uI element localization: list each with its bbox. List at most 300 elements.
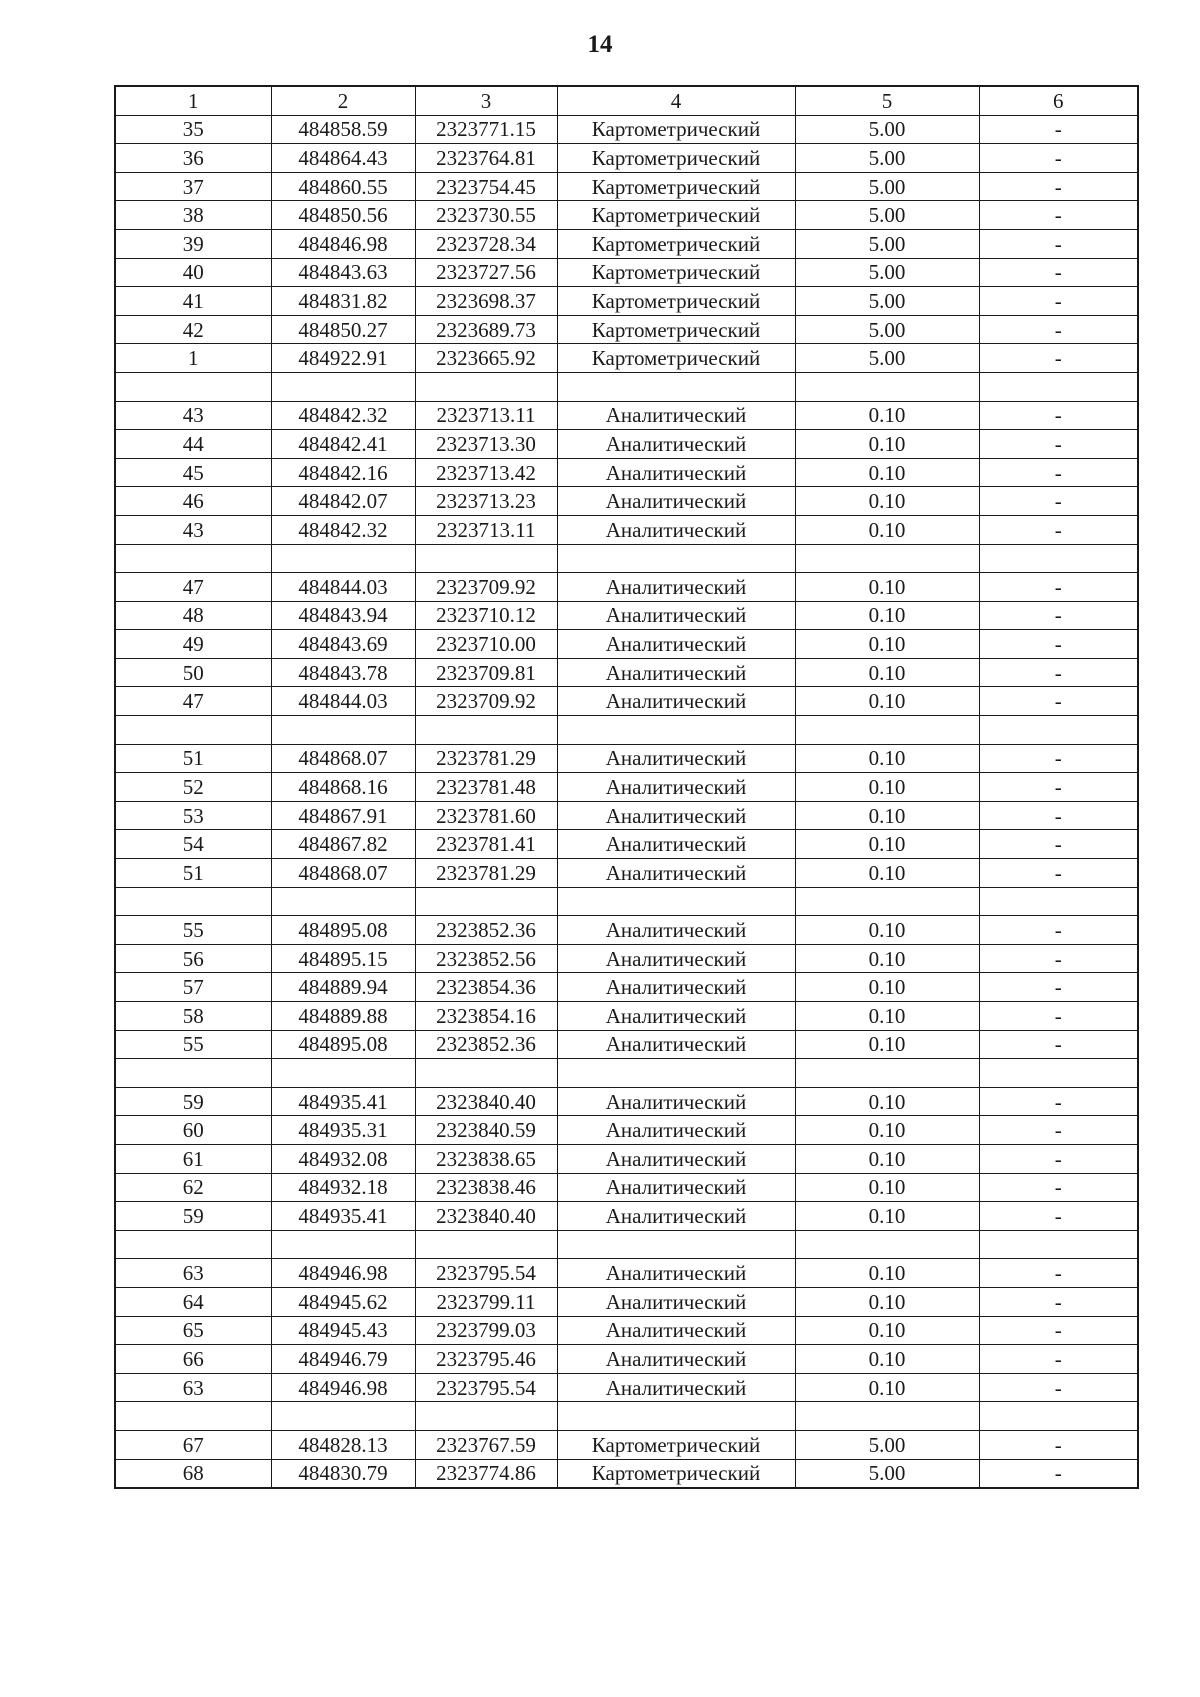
point-number-cell: 47 xyxy=(115,573,271,602)
point-number-cell: 41 xyxy=(115,287,271,316)
x-coordinate-cell: 484844.03 xyxy=(271,573,415,602)
table-row xyxy=(115,1287,1138,1316)
x-coordinate-cell: 484843.69 xyxy=(271,630,415,659)
point-number-cell: 62 xyxy=(115,1173,271,1202)
point-number-cell: 43 xyxy=(115,515,271,544)
method-cell: Аналитический xyxy=(557,1173,795,1202)
x-coordinate-cell: 484844.03 xyxy=(271,687,415,716)
method-cell: Аналитический xyxy=(557,830,795,859)
x-coordinate-cell: 484946.79 xyxy=(271,1345,415,1374)
x-coordinate-cell: 484828.13 xyxy=(271,1430,415,1459)
table-row xyxy=(115,716,1138,745)
description-cell: - xyxy=(979,916,1138,945)
table-row xyxy=(115,573,1138,602)
table-row xyxy=(115,1459,1138,1488)
y-coordinate-cell: 2323754.45 xyxy=(415,172,557,201)
method-cell xyxy=(557,1059,795,1088)
accuracy-cell: 0.10 xyxy=(795,630,979,659)
method-cell xyxy=(557,716,795,745)
accuracy-cell xyxy=(795,716,979,745)
point-number-cell: 49 xyxy=(115,630,271,659)
description-cell: - xyxy=(979,687,1138,716)
y-coordinate-cell xyxy=(415,544,557,573)
description-cell: - xyxy=(979,1002,1138,1031)
description-cell: - xyxy=(979,859,1138,888)
y-coordinate-cell: 2323713.30 xyxy=(415,430,557,459)
description-cell: - xyxy=(979,287,1138,316)
method-cell: Аналитический xyxy=(557,515,795,544)
accuracy-cell: 0.10 xyxy=(795,401,979,430)
table-row xyxy=(115,1345,1138,1374)
description-cell: - xyxy=(979,801,1138,830)
point-number-cell xyxy=(115,1402,271,1431)
description-cell: - xyxy=(979,1087,1138,1116)
x-coordinate-cell: 484945.43 xyxy=(271,1316,415,1345)
table-row xyxy=(115,115,1138,144)
x-coordinate-cell: 484868.07 xyxy=(271,859,415,888)
description-cell: - xyxy=(979,1173,1138,1202)
method-cell: Аналитический xyxy=(557,630,795,659)
y-coordinate-cell xyxy=(415,372,557,401)
method-cell: Картометрический xyxy=(557,144,795,173)
column-header-4: 4 xyxy=(557,86,795,115)
accuracy-cell xyxy=(795,1230,979,1259)
x-coordinate-cell xyxy=(271,1230,415,1259)
method-cell: Аналитический xyxy=(557,1144,795,1173)
method-cell: Картометрический xyxy=(557,172,795,201)
method-cell: Аналитический xyxy=(557,1116,795,1145)
y-coordinate-cell: 2323795.54 xyxy=(415,1373,557,1402)
point-number-cell: 47 xyxy=(115,687,271,716)
method-cell: Аналитический xyxy=(557,773,795,802)
x-coordinate-cell xyxy=(271,544,415,573)
y-coordinate-cell: 2323795.46 xyxy=(415,1345,557,1374)
accuracy-cell: 0.10 xyxy=(795,830,979,859)
table-row xyxy=(115,372,1138,401)
accuracy-cell: 0.10 xyxy=(795,773,979,802)
description-cell: - xyxy=(979,315,1138,344)
x-coordinate-cell: 484935.31 xyxy=(271,1116,415,1145)
x-coordinate-cell: 484850.56 xyxy=(271,201,415,230)
x-coordinate-cell: 484843.63 xyxy=(271,258,415,287)
method-cell xyxy=(557,372,795,401)
x-coordinate-cell: 484830.79 xyxy=(271,1459,415,1488)
table-row xyxy=(115,773,1138,802)
method-cell: Аналитический xyxy=(557,601,795,630)
method-cell: Аналитический xyxy=(557,1202,795,1231)
description-cell: - xyxy=(979,258,1138,287)
x-coordinate-cell: 484864.43 xyxy=(271,144,415,173)
y-coordinate-cell: 2323771.15 xyxy=(415,115,557,144)
point-number-cell: 40 xyxy=(115,258,271,287)
x-coordinate-cell: 484932.08 xyxy=(271,1144,415,1173)
table-row xyxy=(115,1316,1138,1345)
y-coordinate-cell: 2323665.92 xyxy=(415,344,557,373)
description-cell: - xyxy=(979,172,1138,201)
x-coordinate-cell: 484842.07 xyxy=(271,487,415,516)
point-number-cell: 55 xyxy=(115,1030,271,1059)
x-coordinate-cell: 484932.18 xyxy=(271,1173,415,1202)
accuracy-cell: 0.10 xyxy=(795,1116,979,1145)
description-cell: - xyxy=(979,773,1138,802)
y-coordinate-cell xyxy=(415,1059,557,1088)
x-coordinate-cell: 484842.16 xyxy=(271,458,415,487)
accuracy-cell: 0.10 xyxy=(795,1173,979,1202)
y-coordinate-cell: 2323767.59 xyxy=(415,1430,557,1459)
point-number-cell: 59 xyxy=(115,1087,271,1116)
x-coordinate-cell: 484935.41 xyxy=(271,1202,415,1231)
method-cell: Аналитический xyxy=(557,1030,795,1059)
table-row xyxy=(115,687,1138,716)
accuracy-cell: 5.00 xyxy=(795,287,979,316)
description-cell: - xyxy=(979,430,1138,459)
y-coordinate-cell: 2323710.12 xyxy=(415,601,557,630)
accuracy-cell: 5.00 xyxy=(795,1430,979,1459)
x-coordinate-cell: 484846.98 xyxy=(271,229,415,258)
accuracy-cell: 0.10 xyxy=(795,801,979,830)
description-cell xyxy=(979,372,1138,401)
accuracy-cell: 0.10 xyxy=(795,1144,979,1173)
description-cell: - xyxy=(979,1144,1138,1173)
y-coordinate-cell: 2323710.00 xyxy=(415,630,557,659)
column-header-5: 5 xyxy=(795,86,979,115)
point-number-cell xyxy=(115,544,271,573)
y-coordinate-cell: 2323774.86 xyxy=(415,1459,557,1488)
description-cell: - xyxy=(979,1030,1138,1059)
point-number-cell: 59 xyxy=(115,1202,271,1231)
description-cell: - xyxy=(979,458,1138,487)
point-number-cell: 53 xyxy=(115,801,271,830)
point-number-cell: 57 xyxy=(115,973,271,1002)
table-row xyxy=(115,1230,1138,1259)
y-coordinate-cell xyxy=(415,887,557,916)
method-cell xyxy=(557,1402,795,1431)
coordinates-table xyxy=(114,85,1139,1489)
x-coordinate-cell xyxy=(271,1402,415,1431)
accuracy-cell: 0.10 xyxy=(795,944,979,973)
y-coordinate-cell: 2323781.48 xyxy=(415,773,557,802)
description-cell xyxy=(979,1230,1138,1259)
x-coordinate-cell: 484935.41 xyxy=(271,1087,415,1116)
accuracy-cell xyxy=(795,372,979,401)
description-cell: - xyxy=(979,601,1138,630)
x-coordinate-cell: 484860.55 xyxy=(271,172,415,201)
y-coordinate-cell: 2323852.36 xyxy=(415,916,557,945)
method-cell: Аналитический xyxy=(557,1345,795,1374)
table-row xyxy=(115,1144,1138,1173)
accuracy-cell: 5.00 xyxy=(795,344,979,373)
description-cell: - xyxy=(979,1259,1138,1288)
description-cell: - xyxy=(979,229,1138,258)
column-header-3: 3 xyxy=(415,86,557,115)
method-cell: Аналитический xyxy=(557,801,795,830)
method-cell: Аналитический xyxy=(557,430,795,459)
accuracy-cell: 0.10 xyxy=(795,601,979,630)
description-cell xyxy=(979,887,1138,916)
point-number-cell: 44 xyxy=(115,430,271,459)
table-row xyxy=(115,744,1138,773)
method-cell: Аналитический xyxy=(557,658,795,687)
point-number-cell: 36 xyxy=(115,144,271,173)
table-row xyxy=(115,1402,1138,1431)
method-cell: Аналитический xyxy=(557,458,795,487)
method-cell xyxy=(557,1230,795,1259)
point-number-cell: 46 xyxy=(115,487,271,516)
table-row xyxy=(115,658,1138,687)
table-row xyxy=(115,258,1138,287)
x-coordinate-cell: 484889.88 xyxy=(271,1002,415,1031)
method-cell: Картометрический xyxy=(557,1430,795,1459)
description-cell: - xyxy=(979,201,1138,230)
method-cell: Аналитический xyxy=(557,687,795,716)
method-cell: Аналитический xyxy=(557,944,795,973)
table-row xyxy=(115,458,1138,487)
x-coordinate-cell: 484867.82 xyxy=(271,830,415,859)
table-row xyxy=(115,1002,1138,1031)
table-row xyxy=(115,1116,1138,1145)
description-cell: - xyxy=(979,144,1138,173)
table-row xyxy=(115,630,1138,659)
accuracy-cell: 0.10 xyxy=(795,916,979,945)
method-cell: Аналитический xyxy=(557,916,795,945)
point-number-cell xyxy=(115,716,271,745)
method-cell: Картометрический xyxy=(557,344,795,373)
table-row xyxy=(115,1373,1138,1402)
y-coordinate-cell: 2323854.36 xyxy=(415,973,557,1002)
x-coordinate-cell: 484850.27 xyxy=(271,315,415,344)
accuracy-cell: 5.00 xyxy=(795,229,979,258)
x-coordinate-cell: 484843.94 xyxy=(271,601,415,630)
description-cell: - xyxy=(979,744,1138,773)
point-number-cell: 38 xyxy=(115,201,271,230)
method-cell xyxy=(557,544,795,573)
description-cell: - xyxy=(979,658,1138,687)
method-cell: Картометрический xyxy=(557,287,795,316)
table-row xyxy=(115,1259,1138,1288)
description-cell: - xyxy=(979,487,1138,516)
y-coordinate-cell: 2323713.42 xyxy=(415,458,557,487)
method-cell: Аналитический xyxy=(557,487,795,516)
x-coordinate-cell: 484843.78 xyxy=(271,658,415,687)
description-cell: - xyxy=(979,1345,1138,1374)
method-cell: Картометрический xyxy=(557,315,795,344)
accuracy-cell: 0.10 xyxy=(795,1316,979,1345)
accuracy-cell: 0.10 xyxy=(795,1345,979,1374)
y-coordinate-cell: 2323838.65 xyxy=(415,1144,557,1173)
y-coordinate-cell: 2323840.40 xyxy=(415,1202,557,1231)
accuracy-cell: 0.10 xyxy=(795,430,979,459)
point-number-cell: 48 xyxy=(115,601,271,630)
accuracy-cell: 5.00 xyxy=(795,144,979,173)
y-coordinate-cell: 2323838.46 xyxy=(415,1173,557,1202)
accuracy-cell: 5.00 xyxy=(795,115,979,144)
table-row xyxy=(115,887,1138,916)
accuracy-cell: 0.10 xyxy=(795,1030,979,1059)
accuracy-cell: 0.10 xyxy=(795,687,979,716)
description-cell: - xyxy=(979,344,1138,373)
accuracy-cell xyxy=(795,1059,979,1088)
table-row xyxy=(115,401,1138,430)
x-coordinate-cell: 484895.15 xyxy=(271,944,415,973)
table-header xyxy=(115,86,1138,115)
table-row xyxy=(115,201,1138,230)
y-coordinate-cell: 2323730.55 xyxy=(415,201,557,230)
method-cell: Картометрический xyxy=(557,229,795,258)
accuracy-cell: 0.10 xyxy=(795,1002,979,1031)
description-cell xyxy=(979,1059,1138,1088)
method-cell: Аналитический xyxy=(557,1087,795,1116)
x-coordinate-cell: 484868.07 xyxy=(271,744,415,773)
x-coordinate-cell: 484842.41 xyxy=(271,430,415,459)
table-row xyxy=(115,973,1138,1002)
description-cell: - xyxy=(979,115,1138,144)
point-number-cell: 64 xyxy=(115,1287,271,1316)
table-row xyxy=(115,315,1138,344)
y-coordinate-cell: 2323852.36 xyxy=(415,1030,557,1059)
column-header-1: 1 xyxy=(115,86,271,115)
y-coordinate-cell: 2323854.16 xyxy=(415,1002,557,1031)
x-coordinate-cell xyxy=(271,1059,415,1088)
method-cell: Аналитический xyxy=(557,1373,795,1402)
y-coordinate-cell: 2323689.73 xyxy=(415,315,557,344)
method-cell: Картометрический xyxy=(557,201,795,230)
accuracy-cell: 0.10 xyxy=(795,515,979,544)
description-cell: - xyxy=(979,1459,1138,1488)
description-cell: - xyxy=(979,830,1138,859)
accuracy-cell: 0.10 xyxy=(795,973,979,1002)
method-cell: Аналитический xyxy=(557,973,795,1002)
x-coordinate-cell: 484945.62 xyxy=(271,1287,415,1316)
point-number-cell: 56 xyxy=(115,944,271,973)
y-coordinate-cell: 2323840.59 xyxy=(415,1116,557,1145)
accuracy-cell xyxy=(795,887,979,916)
accuracy-cell: 0.10 xyxy=(795,658,979,687)
point-number-cell: 51 xyxy=(115,859,271,888)
accuracy-cell: 0.10 xyxy=(795,1259,979,1288)
description-cell: - xyxy=(979,1287,1138,1316)
y-coordinate-cell: 2323795.54 xyxy=(415,1259,557,1288)
y-coordinate-cell xyxy=(415,1402,557,1431)
method-cell: Аналитический xyxy=(557,744,795,773)
y-coordinate-cell: 2323713.23 xyxy=(415,487,557,516)
y-coordinate-cell: 2323709.92 xyxy=(415,573,557,602)
y-coordinate-cell: 2323764.81 xyxy=(415,144,557,173)
point-number-cell: 50 xyxy=(115,658,271,687)
y-coordinate-cell: 2323713.11 xyxy=(415,515,557,544)
x-coordinate-cell xyxy=(271,372,415,401)
description-cell xyxy=(979,716,1138,745)
y-coordinate-cell: 2323781.29 xyxy=(415,859,557,888)
table-row xyxy=(115,859,1138,888)
table-row xyxy=(115,601,1138,630)
table-row xyxy=(115,801,1138,830)
method-cell: Картометрический xyxy=(557,115,795,144)
point-number-cell: 39 xyxy=(115,229,271,258)
x-coordinate-cell: 484895.08 xyxy=(271,1030,415,1059)
table-row xyxy=(115,944,1138,973)
method-cell: Картометрический xyxy=(557,258,795,287)
method-cell: Аналитический xyxy=(557,1259,795,1288)
accuracy-cell: 0.10 xyxy=(795,573,979,602)
method-cell: Аналитический xyxy=(557,1287,795,1316)
point-number-cell: 60 xyxy=(115,1116,271,1145)
page-number: 14 xyxy=(587,31,613,58)
table-row xyxy=(115,544,1138,573)
y-coordinate-cell: 2323698.37 xyxy=(415,287,557,316)
table-row xyxy=(115,1202,1138,1231)
x-coordinate-cell: 484867.91 xyxy=(271,801,415,830)
method-cell: Аналитический xyxy=(557,401,795,430)
y-coordinate-cell: 2323728.34 xyxy=(415,229,557,258)
point-number-cell xyxy=(115,1059,271,1088)
description-cell: - xyxy=(979,1202,1138,1231)
y-coordinate-cell: 2323727.56 xyxy=(415,258,557,287)
x-coordinate-cell: 484868.16 xyxy=(271,773,415,802)
accuracy-cell: 5.00 xyxy=(795,201,979,230)
method-cell: Аналитический xyxy=(557,859,795,888)
table-row xyxy=(115,144,1138,173)
column-header-2: 2 xyxy=(271,86,415,115)
y-coordinate-cell xyxy=(415,716,557,745)
table-body xyxy=(115,115,1138,1488)
table-row xyxy=(115,1059,1138,1088)
point-number-cell: 61 xyxy=(115,1144,271,1173)
description-cell: - xyxy=(979,944,1138,973)
method-cell: Аналитический xyxy=(557,1316,795,1345)
table-row xyxy=(115,430,1138,459)
method-cell: Аналитический xyxy=(557,573,795,602)
description-cell: - xyxy=(979,401,1138,430)
method-cell: Картометрический xyxy=(557,1459,795,1488)
accuracy-cell: 0.10 xyxy=(795,458,979,487)
point-number-cell: 65 xyxy=(115,1316,271,1345)
description-cell xyxy=(979,1402,1138,1431)
accuracy-cell: 0.10 xyxy=(795,1087,979,1116)
point-number-cell: 63 xyxy=(115,1373,271,1402)
y-coordinate-cell: 2323852.56 xyxy=(415,944,557,973)
y-coordinate-cell: 2323781.60 xyxy=(415,801,557,830)
table-row xyxy=(115,916,1138,945)
y-coordinate-cell: 2323781.41 xyxy=(415,830,557,859)
point-number-cell xyxy=(115,887,271,916)
table-row xyxy=(115,515,1138,544)
point-number-cell: 55 xyxy=(115,916,271,945)
point-number-cell: 67 xyxy=(115,1430,271,1459)
point-number-cell: 42 xyxy=(115,315,271,344)
point-number-cell: 66 xyxy=(115,1345,271,1374)
description-cell xyxy=(979,544,1138,573)
method-cell xyxy=(557,887,795,916)
accuracy-cell: 0.10 xyxy=(795,487,979,516)
x-coordinate-cell: 484922.91 xyxy=(271,344,415,373)
accuracy-cell: 0.10 xyxy=(795,859,979,888)
point-number-cell: 51 xyxy=(115,744,271,773)
x-coordinate-cell: 484842.32 xyxy=(271,515,415,544)
x-coordinate-cell: 484858.59 xyxy=(271,115,415,144)
table-row xyxy=(115,830,1138,859)
table-row xyxy=(115,1030,1138,1059)
point-number-cell: 43 xyxy=(115,401,271,430)
point-number-cell: 54 xyxy=(115,830,271,859)
table-row xyxy=(115,1173,1138,1202)
point-number-cell: 58 xyxy=(115,1002,271,1031)
accuracy-cell: 5.00 xyxy=(795,258,979,287)
accuracy-cell: 0.10 xyxy=(795,1373,979,1402)
point-number-cell: 35 xyxy=(115,115,271,144)
accuracy-cell: 5.00 xyxy=(795,315,979,344)
accuracy-cell xyxy=(795,544,979,573)
point-number-cell: 1 xyxy=(115,344,271,373)
